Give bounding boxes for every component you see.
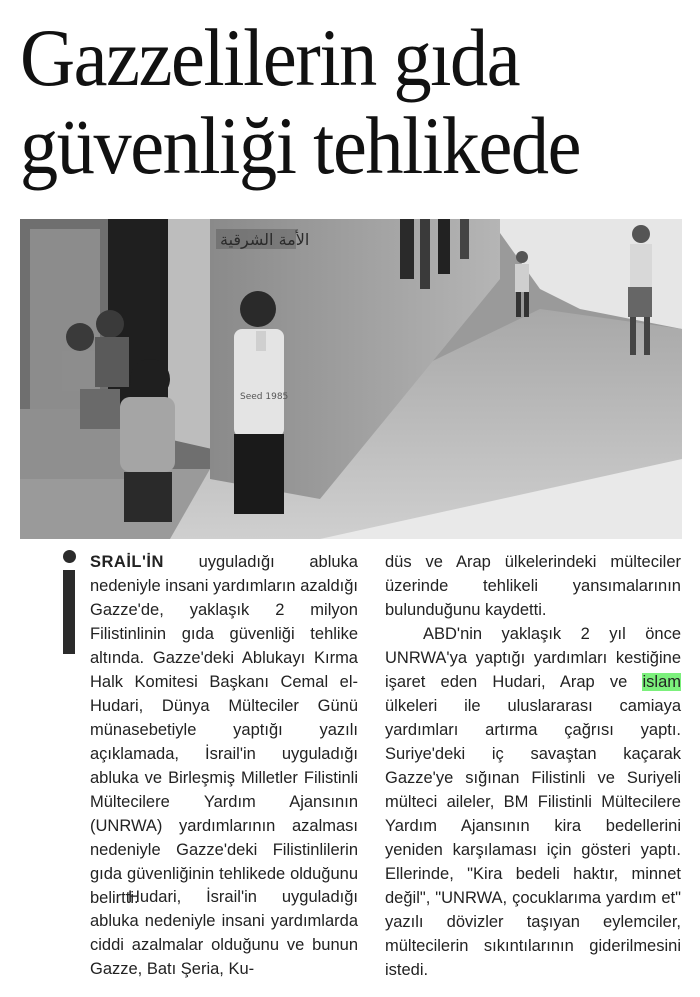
- headline: [20, 14, 641, 190]
- paragraph-1-text: uyguladığı abluka nedeniyle insani yardımların azaldığı Gazze'de, yaklaşık 2 milyon Filistinlinin gıda güvenliği tehlike altında. Gazze'deki Ablukayı Kırma Halk Komitesi Başkanı Cemal el-Hudari, Dünya Mülteciler Günü münasebetiyle yaptığı yazılı açıklamada, İsrail'in uyguladığı abluka ve Birleşmiş Milletler Filistinli Mültecilere Yardım Ajansının (UNRWA) yardımlarının azalması nedeniyle Gazze'deki Filistinlilerin gıda güvenliğinin tehlikede olduğunu belirtti.: [90, 553, 358, 907]
- shirt-print: Seed 1985: [240, 392, 289, 402]
- wall-graffiti: الأمة الشرقية: [220, 230, 310, 249]
- article-photo: [20, 219, 682, 539]
- paragraph-2: Hudari, İsrail'in uyguladığı abluka nedeniyle insani yardımlarda ciddi azalmalar olduğunu ve bunun Gazze, Batı Şeria, Ku-: [90, 888, 358, 978]
- paragraph-1: [90, 550, 358, 907]
- headline-line-1: Gazzelilerin gıda: [20, 12, 520, 103]
- paragraph-3: düs ve Arap ülkelerindeki mülteciler üzerinde tehlikeli yansımalarının bulunduğunu kaydetti.: [385, 553, 681, 619]
- drop-cap-dot: [63, 550, 76, 563]
- drop-cap: [58, 544, 80, 654]
- column-1: [90, 550, 358, 981]
- highlighted-word: islam: [642, 673, 681, 691]
- column-2: [385, 550, 681, 982]
- lead-word: SRAİL'İN: [90, 553, 164, 571]
- paragraph-4: [385, 622, 681, 982]
- paragraph-4-text-b: ülkeleri ile uluslararası camiaya yardımları artırma çağrısı yaptı. Suriye'deki iç savaştan kaçarak Gazze'ye sığınan Filistinli ve Suriyeli mülteci aileler, BM Filistinli Mültecilere Yardım Ajansının kira bedellerini yeniden karşılaması için gösteri yaptı. Ellerinde, "Kira bedeli haktır, minnet değil", "UNRWA, çocuklarıma yardım et" yazılı dövizler taşıyan eylemciler, mültecilerin sıkıntılarının giderilmesini istedi.: [385, 697, 681, 979]
- drop-cap-stem: [63, 570, 75, 654]
- paragraph-4-text-a: ABD'nin yaklaşık 2 yıl önce UNRWA'ya yaptığı yardımları kestiğine işaret eden Hudari, Arap ve: [385, 625, 681, 691]
- headline-line-2: güvenliği tehlikede: [20, 100, 581, 191]
